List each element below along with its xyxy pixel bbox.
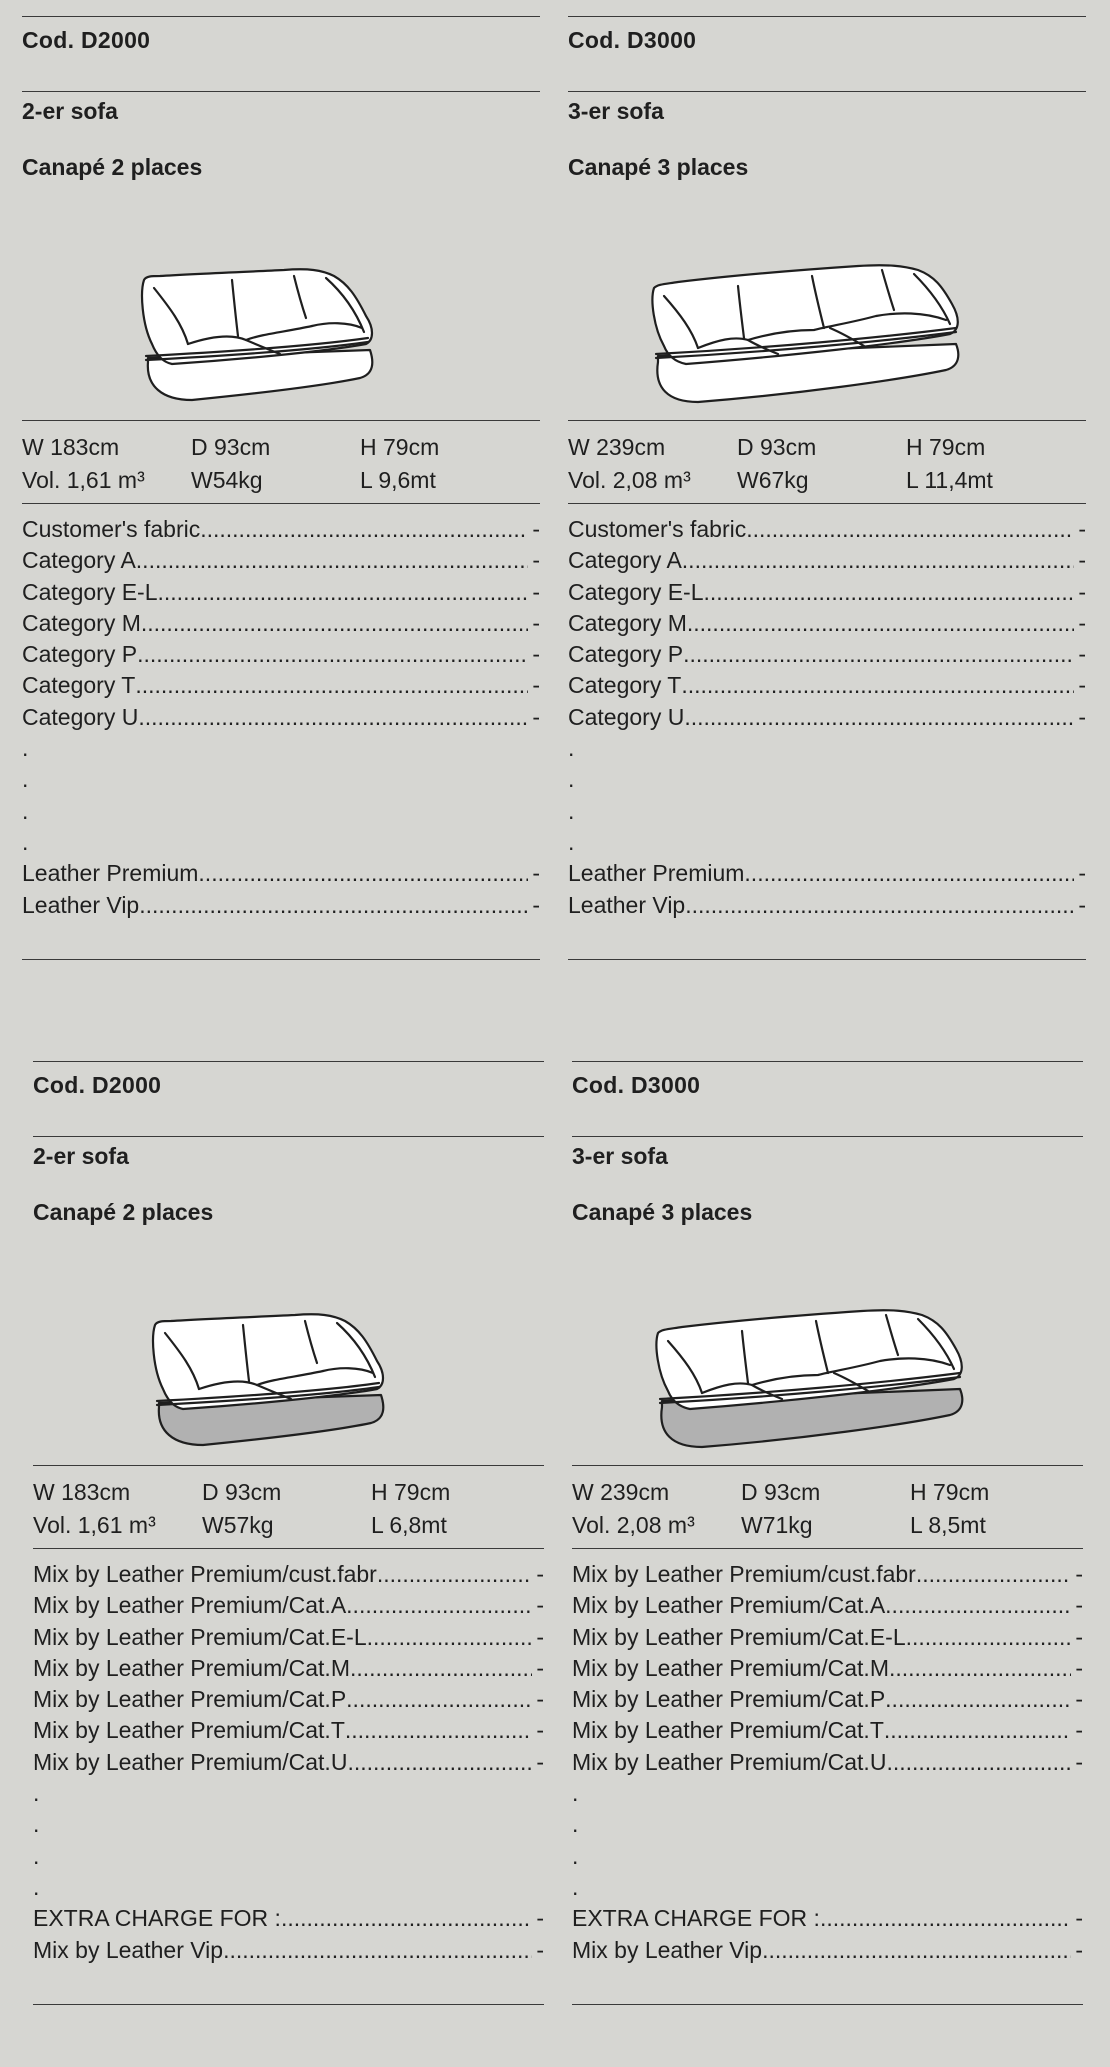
price-row xyxy=(572,1622,1083,1653)
spacer-dot: . xyxy=(33,1780,40,1807)
price-label: Category U xyxy=(22,703,139,730)
price-value: - xyxy=(536,1936,544,1963)
dot-leader xyxy=(135,670,528,701)
divider xyxy=(22,959,540,960)
price-row-spacer xyxy=(22,733,540,764)
depth-value: D 93cm xyxy=(191,434,271,460)
dot-leader xyxy=(350,1653,532,1684)
price-value: - xyxy=(1078,703,1086,730)
product-card-d3000 xyxy=(568,16,1086,960)
price-value: - xyxy=(536,1748,544,1775)
product-code: Cod. D2000 xyxy=(33,1072,162,1098)
price-row xyxy=(33,1559,544,1590)
price-value: - xyxy=(1078,641,1086,668)
price-row-spacer xyxy=(572,1809,1083,1840)
dimensions-block xyxy=(568,421,1086,503)
two-seat-sofa-leather-base-icon xyxy=(33,1249,544,1465)
price-row xyxy=(22,608,540,639)
dot-leader xyxy=(346,1684,532,1715)
dimensions-block xyxy=(33,1466,544,1548)
dot-leader xyxy=(885,1590,1071,1621)
dot-leader xyxy=(906,1622,1072,1653)
price-value: - xyxy=(1078,547,1086,574)
price-label: Mix by Leather Vip xyxy=(33,1936,224,1963)
dot-leader xyxy=(346,1590,532,1621)
spacer-dot: . xyxy=(22,797,29,824)
dot-leader xyxy=(198,858,528,889)
price-row-spacer xyxy=(572,1778,1083,1809)
product-code: Cod. D3000 xyxy=(572,1072,701,1098)
price-row-spacer xyxy=(572,1841,1083,1872)
price-row xyxy=(572,1684,1083,1715)
price-label: Mix by Leather Premium/Cat.E-L xyxy=(33,1623,367,1650)
price-value: - xyxy=(1078,860,1086,887)
price-value: - xyxy=(1075,1561,1083,1587)
two-seat-sofa-icon xyxy=(22,204,540,420)
price-list xyxy=(568,504,1086,959)
dot-leader xyxy=(744,858,1074,889)
price-value: - xyxy=(1075,1748,1083,1775)
price-label: Mix by Leather Premium/Cat.E-L xyxy=(572,1623,906,1650)
dot-leader xyxy=(704,577,1075,608)
price-row xyxy=(22,702,540,733)
price-label: EXTRA CHARGE FOR : xyxy=(572,1905,820,1932)
length-value: L 9,6mt xyxy=(360,467,436,493)
dot-leader xyxy=(687,608,1074,639)
price-value: - xyxy=(532,578,540,605)
price-row xyxy=(572,1747,1083,1778)
height-value: H 79cm xyxy=(371,1479,451,1505)
price-label: Mix by Leather Premium/Cat.M xyxy=(33,1654,350,1681)
product-name-fr: Canapé 3 places xyxy=(572,1199,753,1225)
price-label: Category A xyxy=(22,547,136,574)
price-label: Leather Vip xyxy=(568,891,686,918)
price-label: Mix by Leather Premium/Cat.M xyxy=(572,1654,889,1681)
depth-value: D 93cm xyxy=(741,1479,821,1505)
price-label: Mix by Leather Premium/Cat.A xyxy=(33,1592,347,1619)
spacer-dot: . xyxy=(33,1873,40,1900)
price-value: - xyxy=(532,891,540,918)
dot-leader xyxy=(281,1903,532,1934)
price-label: Mix by Leather Premium/Cat.U xyxy=(33,1748,348,1775)
divider xyxy=(572,2004,1083,2005)
price-row xyxy=(33,1684,544,1715)
spacer-dot: . xyxy=(572,1873,579,1900)
dot-leader xyxy=(158,577,529,608)
price-value: - xyxy=(532,703,540,730)
price-row xyxy=(33,1935,544,1966)
dot-leader xyxy=(762,1935,1071,1966)
three-seat-sofa-leather-base-icon xyxy=(572,1249,1083,1465)
price-value: - xyxy=(1078,609,1086,636)
divider xyxy=(33,2004,544,2005)
dot-leader xyxy=(682,545,1075,576)
price-value: - xyxy=(536,1686,544,1713)
price-value: - xyxy=(532,547,540,574)
price-value: - xyxy=(532,609,540,636)
dot-leader xyxy=(347,1747,532,1778)
price-row xyxy=(572,1903,1083,1934)
price-row xyxy=(568,577,1086,608)
spacer-dot: . xyxy=(568,766,575,793)
price-row-spacer xyxy=(22,764,540,795)
dot-leader xyxy=(681,670,1074,701)
dot-leader xyxy=(916,1559,1071,1590)
weight-value: W67kg xyxy=(737,467,809,493)
price-row xyxy=(22,577,540,608)
price-value: - xyxy=(536,1561,544,1587)
price-row-spacer xyxy=(33,1872,544,1903)
width-value: W 239cm xyxy=(572,1479,670,1505)
price-label: Mix by Leather Premium/Cat.P xyxy=(572,1686,886,1713)
dot-leader xyxy=(685,890,1074,921)
price-row-spacer xyxy=(568,764,1086,795)
price-list xyxy=(22,504,540,959)
volume-value: Vol. 2,08 m³ xyxy=(568,467,691,493)
price-label: Category A xyxy=(568,547,682,574)
price-label: Leather Vip xyxy=(22,891,140,918)
price-label: Category P xyxy=(22,641,138,668)
price-label: Customer's fabric xyxy=(22,516,201,542)
price-label: Mix by Leather Premium/Cat.P xyxy=(33,1686,347,1713)
dot-leader xyxy=(884,1715,1071,1746)
price-row xyxy=(33,1903,544,1934)
dot-leader xyxy=(345,1715,532,1746)
price-label: Category P xyxy=(568,641,684,668)
price-value: - xyxy=(532,672,540,699)
three-seat-sofa-icon xyxy=(568,204,1086,420)
price-row xyxy=(572,1559,1083,1590)
price-value: - xyxy=(536,1654,544,1681)
weight-value: W57kg xyxy=(202,1512,274,1538)
price-label: Leather Premium xyxy=(568,860,745,887)
length-value: L 11,4mt xyxy=(906,467,993,493)
price-value: - xyxy=(536,1717,544,1744)
price-value: - xyxy=(1075,1654,1083,1681)
height-value: H 79cm xyxy=(910,1479,990,1505)
price-value: - xyxy=(532,641,540,668)
spacer-dot: . xyxy=(33,1842,40,1869)
product-card-d2000-leather xyxy=(33,1061,544,2005)
product-card-d3000-leather xyxy=(572,1061,1083,2005)
dot-leader xyxy=(377,1559,532,1590)
spacer-dot: . xyxy=(568,735,575,762)
price-row xyxy=(33,1653,544,1684)
price-value: - xyxy=(1075,1592,1083,1619)
dot-leader xyxy=(139,890,528,921)
price-label: Mix by Leather Premium/cust.fabr xyxy=(33,1561,377,1587)
dot-leader xyxy=(889,1653,1071,1684)
price-value: - xyxy=(1075,1905,1083,1932)
price-label: Mix by Leather Premium/Cat.T xyxy=(33,1717,345,1744)
product-card-d2000 xyxy=(22,16,540,960)
spacer-dot: . xyxy=(22,766,29,793)
height-value: H 79cm xyxy=(906,434,986,460)
dot-leader xyxy=(200,514,528,545)
height-value: H 79cm xyxy=(360,434,440,460)
product-code: Cod. D3000 xyxy=(568,27,697,53)
price-row xyxy=(568,514,1086,545)
price-value: - xyxy=(1075,1936,1083,1963)
spacer-dot: . xyxy=(22,735,29,762)
price-row xyxy=(572,1653,1083,1684)
spacer-dot: . xyxy=(33,1811,40,1838)
price-label: Mix by Leather Premium/cust.fabr xyxy=(572,1561,916,1587)
price-label: Category E-L xyxy=(22,578,158,605)
price-value: - xyxy=(532,516,540,542)
product-name-fr: Canapé 2 places xyxy=(22,154,203,180)
dot-leader xyxy=(137,639,528,670)
dot-leader xyxy=(886,1747,1071,1778)
depth-value: D 93cm xyxy=(737,434,817,460)
price-label: Mix by Leather Premium/Cat.A xyxy=(572,1592,886,1619)
price-value: - xyxy=(1078,516,1086,542)
product-name-de: 2-er sofa xyxy=(33,1143,129,1169)
volume-value: Vol. 1,61 m³ xyxy=(33,1512,156,1538)
price-row xyxy=(568,890,1086,921)
price-list xyxy=(572,1549,1083,2004)
dot-leader xyxy=(138,702,528,733)
price-value: - xyxy=(1075,1717,1083,1744)
price-row xyxy=(33,1622,544,1653)
weight-value: W71kg xyxy=(741,1512,813,1538)
spacer-dot: . xyxy=(568,797,575,824)
price-value: - xyxy=(536,1905,544,1932)
price-row-spacer xyxy=(568,827,1086,858)
length-value: L 8,5mt xyxy=(910,1512,986,1538)
product-name-de: 3-er sofa xyxy=(568,98,664,124)
price-row xyxy=(33,1715,544,1746)
price-value: - xyxy=(1075,1686,1083,1713)
price-row-spacer xyxy=(572,1872,1083,1903)
price-label: Category M xyxy=(22,609,141,636)
price-row xyxy=(33,1590,544,1621)
price-row xyxy=(22,670,540,701)
price-row-spacer xyxy=(33,1778,544,1809)
price-row xyxy=(22,890,540,921)
price-value: - xyxy=(536,1623,544,1650)
price-row xyxy=(33,1747,544,1778)
price-value: - xyxy=(532,860,540,887)
depth-value: D 93cm xyxy=(202,1479,282,1505)
price-label: Mix by Leather Premium/Cat.U xyxy=(572,1748,887,1775)
price-row xyxy=(568,670,1086,701)
spacer-dot: . xyxy=(568,828,575,855)
price-row xyxy=(22,514,540,545)
price-row xyxy=(572,1935,1083,1966)
dot-leader xyxy=(746,514,1074,545)
price-row-spacer xyxy=(568,796,1086,827)
volume-value: Vol. 2,08 m³ xyxy=(572,1512,695,1538)
price-value: - xyxy=(1078,672,1086,699)
price-label: Mix by Leather Premium/Cat.T xyxy=(572,1717,884,1744)
length-value: L 6,8mt xyxy=(371,1512,447,1538)
product-name-de: 2-er sofa xyxy=(22,98,118,124)
dot-leader xyxy=(136,545,529,576)
dimensions-block xyxy=(22,421,540,503)
price-row xyxy=(22,858,540,889)
spacer-dot: . xyxy=(22,828,29,855)
product-name-de: 3-er sofa xyxy=(572,1143,668,1169)
dot-leader xyxy=(141,608,528,639)
spacer-dot: . xyxy=(572,1842,579,1869)
price-list xyxy=(33,1549,544,2004)
dot-leader xyxy=(683,639,1074,670)
divider xyxy=(568,959,1086,960)
width-value: W 183cm xyxy=(33,1479,131,1505)
product-name-fr: Canapé 2 places xyxy=(33,1199,214,1225)
dot-leader xyxy=(223,1935,532,1966)
price-row xyxy=(568,858,1086,889)
width-value: W 183cm xyxy=(22,434,120,460)
price-value: - xyxy=(1078,891,1086,918)
price-row-spacer xyxy=(22,796,540,827)
price-label: Category M xyxy=(568,609,687,636)
price-value: - xyxy=(1078,578,1086,605)
width-value: W 239cm xyxy=(568,434,666,460)
price-label: Category T xyxy=(22,672,136,699)
price-label: Category U xyxy=(568,703,685,730)
price-row-spacer xyxy=(568,733,1086,764)
volume-value: Vol. 1,61 m³ xyxy=(22,467,145,493)
price-label: Mix by Leather Vip xyxy=(572,1936,763,1963)
price-row-spacer xyxy=(22,827,540,858)
spacer-dot: . xyxy=(572,1811,579,1838)
dot-leader xyxy=(684,702,1074,733)
price-row xyxy=(22,545,540,576)
price-row-spacer xyxy=(33,1809,544,1840)
price-row xyxy=(568,608,1086,639)
price-label: EXTRA CHARGE FOR : xyxy=(33,1905,281,1932)
price-row xyxy=(568,702,1086,733)
dot-leader xyxy=(885,1684,1071,1715)
price-row xyxy=(572,1590,1083,1621)
price-value: - xyxy=(536,1592,544,1619)
weight-value: W54kg xyxy=(191,467,263,493)
price-row xyxy=(568,639,1086,670)
price-label: Leather Premium xyxy=(22,860,199,887)
spacer-dot: . xyxy=(572,1780,579,1807)
price-value: - xyxy=(1075,1623,1083,1650)
price-row xyxy=(568,545,1086,576)
dimensions-block xyxy=(572,1466,1083,1548)
price-label: Category T xyxy=(568,672,682,699)
product-code: Cod. D2000 xyxy=(22,27,151,53)
price-label: Customer's fabric xyxy=(568,516,747,542)
dot-leader xyxy=(820,1903,1071,1934)
price-row xyxy=(572,1715,1083,1746)
product-name-fr: Canapé 3 places xyxy=(568,154,749,180)
dot-leader xyxy=(367,1622,533,1653)
price-row-spacer xyxy=(33,1841,544,1872)
price-row xyxy=(22,639,540,670)
price-label: Category E-L xyxy=(568,578,704,605)
